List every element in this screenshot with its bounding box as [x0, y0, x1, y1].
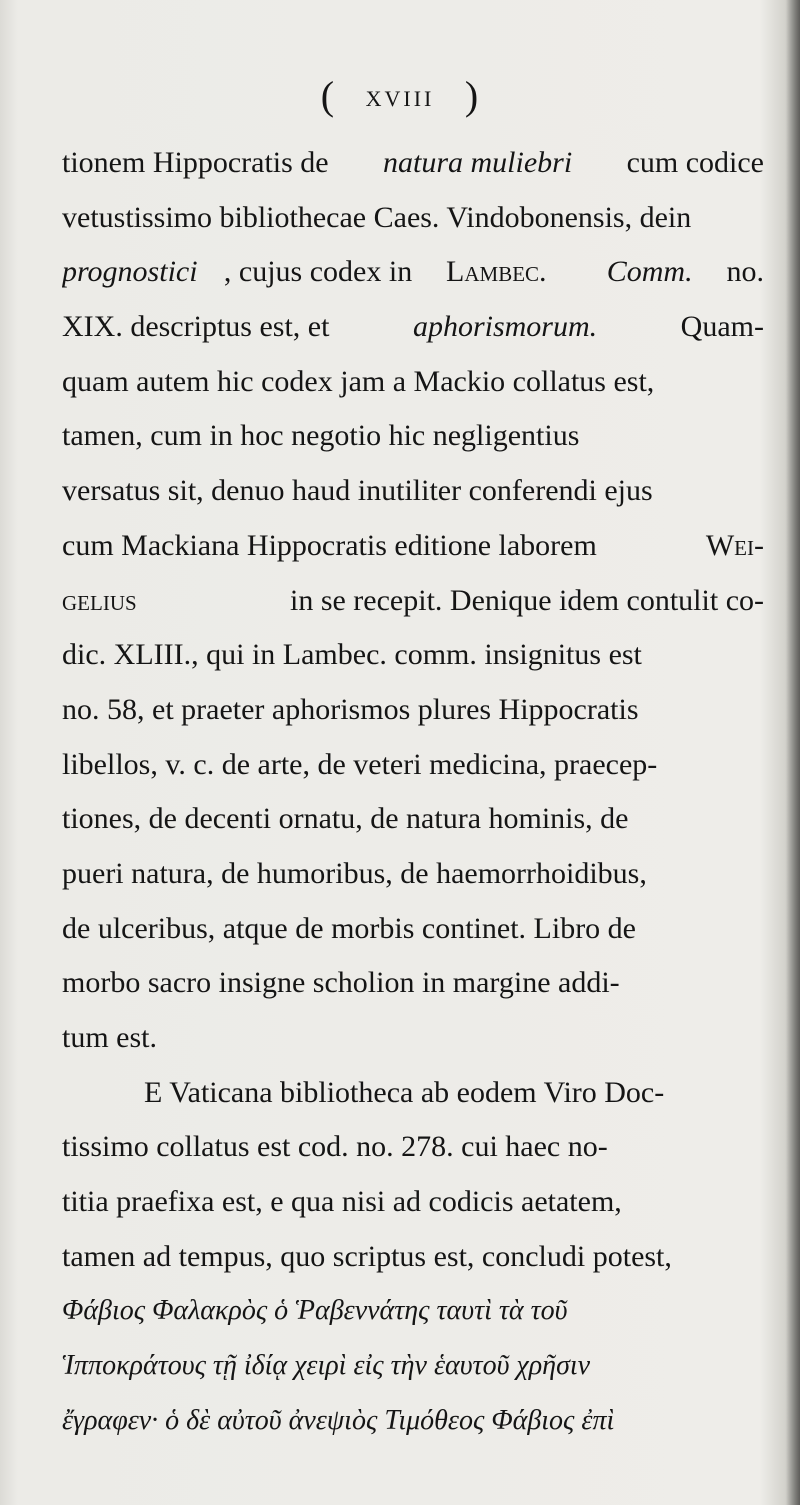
- line-segment: de ulceribus, atque de morbis continet. Libro de: [62, 911, 636, 945]
- text-line-greek: [62, 1284, 764, 1339]
- text-line: [62, 191, 764, 246]
- text-line: [62, 355, 764, 410]
- text-line: [62, 409, 764, 464]
- line-segment: tionem Hippocratis de: [62, 146, 337, 179]
- line-segment: , cujus codex in: [223, 255, 420, 289]
- line-segment: E Vaticana bibliotheca ab eodem Viro Doc-: [144, 1075, 665, 1109]
- text-line: [62, 738, 764, 793]
- text-line: [62, 1120, 764, 1175]
- line-segment-italic: prognostici: [62, 255, 198, 289]
- text-line: [62, 245, 764, 300]
- line-segment: vetustissimo bibliothecae Caes. Vindobonensis, dein: [62, 200, 692, 234]
- text-line: [62, 1230, 764, 1285]
- line-segment: morbo sacro insigne scholion in margine addi-: [62, 966, 620, 1000]
- text-line: [62, 464, 764, 519]
- line-segment: cum Mackiana Hippocratis editione laborem: [62, 528, 605, 562]
- line-segment: Quam-: [673, 310, 764, 344]
- text-line: [62, 902, 764, 957]
- line-segment: Ἱπποκράτους τῇ ἰδίᾳ χειρὶ εἰς τὴν ἑαυτοῦ χρῆσιν: [62, 1350, 591, 1382]
- text-line: [62, 574, 764, 629]
- line-segment: titia praefixa est, e qua nisi ad codicis aetatem,: [62, 1185, 622, 1219]
- line-segment-smallcaps: Lambec.: [446, 255, 547, 289]
- text-line-greek: [62, 1394, 764, 1449]
- line-segment-italic: Comm.: [606, 255, 693, 289]
- text-line: [62, 300, 764, 355]
- text-line: [62, 519, 764, 574]
- page-edge-shadow: [786, 0, 800, 1505]
- page-header: [0, 72, 800, 119]
- line-segment: no.: [718, 255, 764, 289]
- line-segment: pueri natura, de humoribus, de haemorrhoidibus,: [62, 856, 647, 890]
- text-line: [62, 628, 764, 683]
- line-segment: tamen, cum in hoc negotio hic negligentius: [62, 419, 580, 453]
- line-segment-smallcaps: Wei-: [705, 528, 764, 562]
- text-line: [62, 683, 764, 738]
- line-segment: quam autem hic codex jam a Mackio collatus est,: [62, 364, 655, 398]
- text-line: [62, 136, 764, 191]
- text-line-greek: [62, 1339, 764, 1394]
- body-text: [62, 136, 764, 1449]
- header-close-paren: ): [464, 73, 480, 118]
- line-segment: versatus sit, denuo haud inutiliter conferendi ejus: [62, 474, 653, 508]
- line-segment: in se recepit. Denique idem contulit co-: [282, 583, 764, 617]
- line-segment: tum est.: [62, 1021, 157, 1054]
- line-segment: libellos, v. c. de arte, de veteri medicina, praecep-: [62, 747, 658, 781]
- line-segment: tiones, de decenti ornatu, de natura hominis, de: [62, 802, 629, 836]
- text-line: [62, 1175, 764, 1230]
- line-segment: cum codice: [619, 146, 764, 179]
- header-open-paren: (: [320, 73, 336, 118]
- line-segment: dic. XLIII., qui in Lambec. comm. insignitus est: [62, 638, 642, 672]
- line-segment-smallcaps: gelius: [62, 583, 137, 617]
- page-number: XVIII: [365, 86, 435, 111]
- text-line: [62, 792, 764, 847]
- line-segment-italic: aphorismorum.: [412, 310, 598, 344]
- text-line: [62, 1011, 764, 1066]
- line-segment: tamen ad tempus, quo scriptus est, concludi potest,: [62, 1239, 672, 1273]
- line-segment: XIX. descriptus est, et: [62, 310, 337, 344]
- line-segment: Φάβιος Φαλακρὸς ὁ Ῥαβεννάτης ταυτὶ τὰ τοῦ: [62, 1295, 568, 1327]
- text-line: [62, 847, 764, 902]
- text-line: [62, 1066, 764, 1121]
- line-segment: ἔγραφεν· ὁ δὲ αὐτοῦ ἀνεψιὸς Τιμόθεος Φάβιος ἐπὶ: [62, 1404, 615, 1436]
- line-segment-italic: natura muliebri: [383, 146, 573, 179]
- line-segment: no. 58, et praeter aphorismos plures Hippocratis: [62, 692, 639, 726]
- line-segment: [573, 245, 581, 300]
- line-segment: tissimo collatus est cod. no. 278. cui haec no-: [62, 1130, 608, 1164]
- text-line: [62, 956, 764, 1011]
